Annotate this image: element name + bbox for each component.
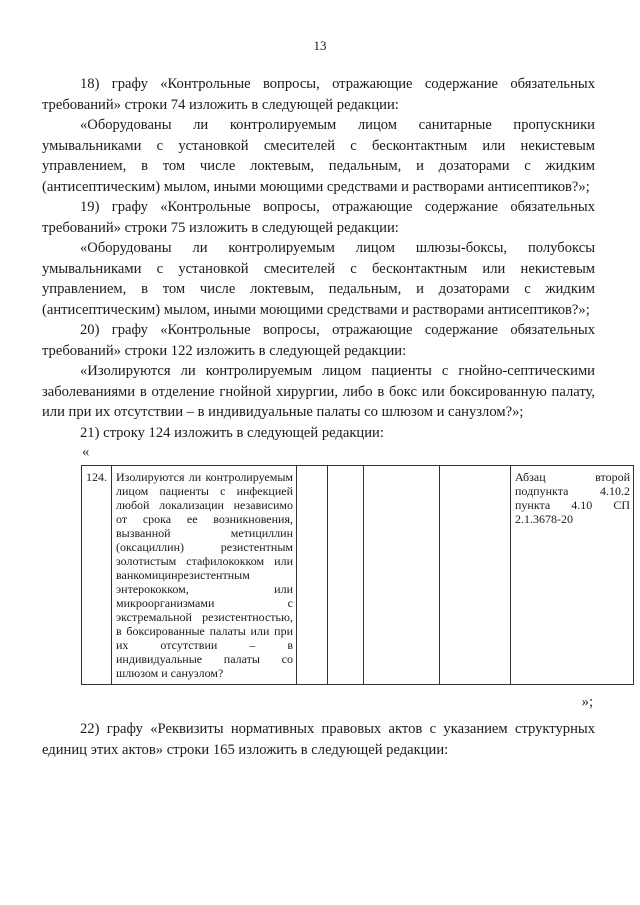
paragraph-20: 20) графу «Контрольные вопросы, отражающие содержание обязательных требований» строки 122 изложить в следующей редакции: (42, 322, 595, 359)
paragraph-21: 21) строку 124 изложить в следующей редакции: (80, 424, 384, 441)
not-applicable-cell (364, 466, 440, 685)
notes-cell (440, 466, 511, 685)
table-row (82, 466, 634, 685)
question-cell: Изолируются ли контролируемым лицом пациенты с инфекцией любой локализации независимо от срока ее возникновения, вызванной метициллин (оксациллин) резистентным золотистым стафилококком или ванкомицинрезистентным энтерококком, или микроорганизмами с экстремальной резистентностью, в боксированные палаты или при их отсутствии – в индивидуальные палаты со шлюзом и санузлом? (112, 466, 297, 685)
quote-close-mark: »; (581, 694, 593, 710)
checklist-table (81, 465, 634, 685)
row-number-cell: 124. (82, 466, 112, 685)
quote-row-74: «Оборудованы ли контролируемым лицом санитарные пропускники умывальниками с установкой смесителей с бесконтактным или некистевым управлением, в том числе локтевым, педальным, и дозаторами с жидким (антисептическим) мылом, иными моющими средствами и растворами антисептиков?»; (42, 117, 595, 195)
quote-open-mark: « (82, 444, 90, 460)
page-number: 13 (313, 38, 327, 53)
quote-row-75: «Оборудованы ли контролируемым лицом шлюзы-боксы, полубоксы умывальниками с установкой смесителей с бесконтактным или некистевым управлением, в том числе локтевым, педальным, и дозаторами с жидким (антисептическим) мылом, иными моющими средствами и растворами антисептиков?»; (42, 240, 595, 318)
quote-row-122: «Изолируются ли контролируемым лицом пациенты с гнойно-септическими заболеваниями в отделение гнойной хирургии, либо в бокс или боксированную палату, или при их отсутствии – в индивидуальные палаты со шлюзом и санузлом?»; (42, 363, 595, 420)
legal-reference-cell: Абзац второй подпункта 4.10.2 пункта 4.10 СП 2.1.3678-20 (511, 466, 634, 685)
answer-yes-cell (297, 466, 328, 685)
answer-no-cell (328, 466, 364, 685)
paragraph-22: 22) графу «Реквизиты нормативных правовых актов с указанием структурных единиц этих актов» строки 165 изложить в следующей редакции: (42, 721, 595, 758)
document-body (42, 74, 630, 760)
paragraph-18: 18) графу «Контрольные вопросы, отражающие содержание обязательных требований» строки 74 изложить в следующей редакции: (42, 76, 595, 113)
paragraph-19: 19) графу «Контрольные вопросы, отражающие содержание обязательных требований» строки 75 изложить в следующей редакции: (42, 199, 595, 236)
